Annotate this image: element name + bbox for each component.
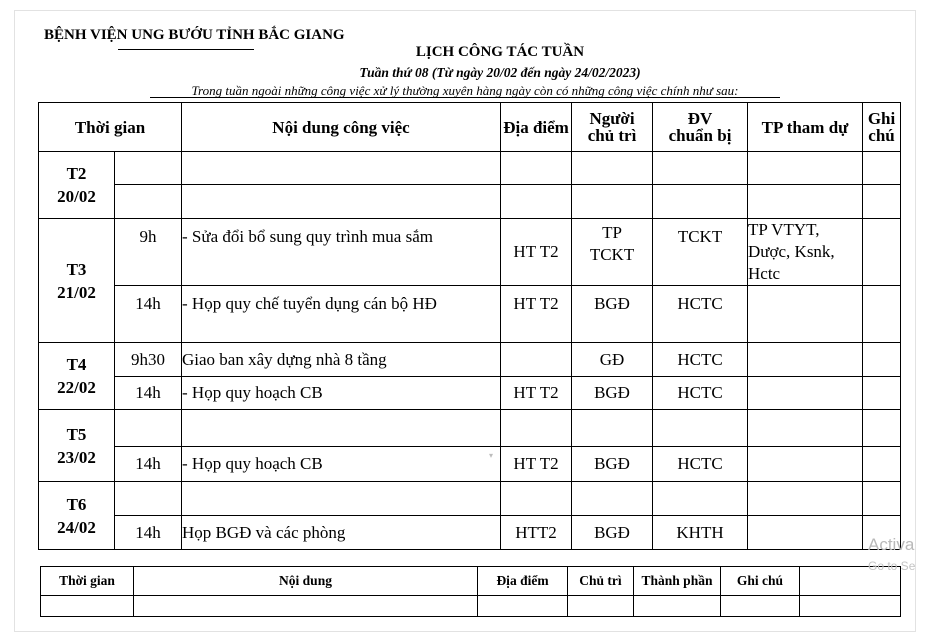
cell-time: [115, 152, 182, 185]
col-attend: TP tham dự: [748, 103, 863, 152]
intro-text: Trong tuần ngoài những công việc xử lý thường xuyên hàng ngày còn có những công việc chính như sau:: [191, 83, 739, 98]
day-cell: [39, 343, 115, 410]
bottom-col-time: Thời gian: [41, 567, 134, 596]
cell-chair: BGĐ: [572, 377, 653, 410]
bottom-col-chair: Chủ trì: [568, 567, 634, 596]
col-note-line2: chú: [868, 126, 895, 145]
col-prep: [653, 103, 748, 152]
cell-attend: [748, 343, 863, 377]
day-cell: [39, 410, 115, 482]
bottom-header-row: [41, 567, 901, 596]
cell-location: HT T2: [501, 447, 572, 482]
cell-time: 14h: [115, 447, 182, 482]
cell-time: [115, 482, 182, 516]
table-row: [39, 447, 901, 482]
day-name: T6: [66, 494, 87, 514]
cell-location: [501, 152, 572, 185]
col-chair: [572, 103, 653, 152]
bottom-table: [40, 566, 901, 617]
schedule-table: [38, 102, 901, 550]
cell-attend: [748, 185, 863, 219]
cell-chair: GĐ: [572, 343, 653, 377]
cell-note: [863, 286, 901, 343]
table-row: [39, 286, 901, 343]
cell-time: [115, 185, 182, 219]
cell-note: [863, 152, 901, 185]
col-prep-line2: chuẩn bị: [668, 126, 732, 145]
day-date: 24/02: [57, 517, 96, 537]
attend-line3: Hctc: [748, 264, 781, 283]
cell-chair: BGĐ: [572, 286, 653, 343]
cell-time: 9h30: [115, 343, 182, 377]
cell-prep: HCTC: [653, 343, 748, 377]
cell-note: [863, 410, 901, 447]
cell-prep: HCTC: [653, 286, 748, 343]
cell-note: [863, 185, 901, 219]
cell-prep: HCTC: [653, 377, 748, 410]
cell-chair: [572, 219, 653, 286]
bottom-col-location: Địa điểm: [478, 567, 568, 596]
cell-note: [863, 219, 901, 286]
bottom-col-members: Thành phần: [634, 567, 721, 596]
cell-attend: [748, 482, 863, 516]
col-chair-line2: chủ trì: [587, 126, 637, 145]
cell-location: [501, 410, 572, 447]
cell-chair: [572, 482, 653, 516]
header-row: [39, 103, 901, 152]
col-location: Địa điểm: [501, 103, 572, 152]
cell-chair: BGĐ: [572, 516, 653, 550]
activation-watermark-subtext: Go to Se: [868, 559, 916, 573]
table-row: [39, 516, 901, 550]
table-row: [39, 152, 901, 185]
cell-attend: [748, 286, 863, 343]
intro-underline: [150, 97, 780, 98]
attend-line2: Dược, Ksnk,: [748, 242, 835, 261]
hospital-name: BỆNH VIỆN UNG BƯỚU TỈNH BẮC GIANG: [44, 27, 345, 43]
bottom-col-content: Nội dung: [134, 567, 478, 596]
cell-content: [182, 482, 501, 516]
day-name: T5: [66, 424, 87, 444]
day-name: T3: [66, 259, 87, 279]
cell-location: HT T2: [501, 219, 572, 286]
activation-watermark: Activa: [868, 535, 915, 554]
cell-prep: [653, 482, 748, 516]
day-cell: [39, 152, 115, 219]
cell-time: 14h: [115, 516, 182, 550]
chair-line1: TP: [602, 223, 622, 242]
cell-time: 14h: [115, 286, 182, 343]
cell-content: - Họp quy hoạch CB: [182, 447, 501, 482]
cell-chair: [572, 185, 653, 219]
cell-note: [863, 482, 901, 516]
cell-location: HTT2: [501, 516, 572, 550]
cell-content: - Họp quy hoạch CB: [182, 377, 501, 410]
cell-content: - Sửa đổi bổ sung quy trình mua sắm: [182, 219, 501, 286]
cell-location: HT T2: [501, 377, 572, 410]
cell-note: [863, 447, 901, 482]
bottom-row: [41, 596, 901, 617]
cell-chair: [572, 152, 653, 185]
day-date: 23/02: [57, 447, 96, 467]
table-row: [39, 343, 901, 377]
cell-note: [863, 377, 901, 410]
cell-content: [182, 152, 501, 185]
chair-line2: TCKT: [589, 245, 635, 264]
cell-content: [182, 185, 501, 219]
day-date: 22/02: [57, 378, 96, 397]
cell-location: [501, 185, 572, 219]
day-date: 21/02: [57, 282, 96, 302]
cell-chair: [572, 410, 653, 447]
attend-line1: TP VTYT,: [748, 220, 820, 239]
cell-attend: [748, 516, 863, 550]
cell-prep: KHTH: [653, 516, 748, 550]
cell-prep: [653, 410, 748, 447]
col-note: [863, 103, 901, 152]
cell-prep: HCTC: [653, 447, 748, 482]
table-row: [39, 219, 901, 286]
cell-location: [501, 343, 572, 377]
col-content: Nội dung công việc: [182, 103, 501, 152]
table-row: [39, 482, 901, 516]
table-row: [39, 410, 901, 447]
day-name: T2: [66, 164, 87, 183]
col-time: Thời gian: [39, 103, 182, 152]
bottom-col-note: Ghi chú: [721, 567, 800, 596]
cell-time: 9h: [115, 219, 182, 286]
cell-prep: TCKT: [653, 219, 748, 286]
day-cell: [39, 482, 115, 550]
cell-content: Giao ban xây dựng nhà 8 tầng: [182, 343, 501, 377]
table-row: [39, 377, 901, 410]
schedule-subtitle: Tuần thứ 08 (Từ ngày 20/02 đến ngày 24/02/2023): [359, 65, 641, 80]
cell-time: 14h: [115, 377, 182, 410]
cell-attend: [748, 410, 863, 447]
cell-attend: [748, 377, 863, 410]
cell-content: - Họp quy chế tuyển dụng cán bộ HĐ: [182, 286, 501, 343]
cell-attend: [748, 219, 863, 286]
cell-attend: [748, 152, 863, 185]
cell-time: [115, 410, 182, 447]
col-note-line1: Ghi: [867, 109, 896, 128]
cell-note: [863, 343, 901, 377]
col-chair-line1: Người: [589, 109, 635, 128]
dropdown-arrow-icon[interactable]: ▾: [489, 451, 494, 460]
day-name: T4: [66, 355, 87, 374]
cell-prep: [653, 152, 748, 185]
cell-location: HT T2: [501, 286, 572, 343]
cell-chair: BGĐ: [572, 447, 653, 482]
cell-content: [182, 410, 501, 447]
day-date: 20/02: [57, 187, 96, 206]
schedule-title: LỊCH CÔNG TÁC TUẦN: [415, 44, 585, 60]
cell-prep: [653, 185, 748, 219]
cell-location: [501, 482, 572, 516]
table-row: [39, 185, 901, 219]
day-cell: [39, 219, 115, 343]
cell-content: Họp BGĐ và các phòng: [182, 516, 501, 550]
cell-attend: [748, 447, 863, 482]
col-prep-line1: ĐV: [687, 109, 713, 128]
